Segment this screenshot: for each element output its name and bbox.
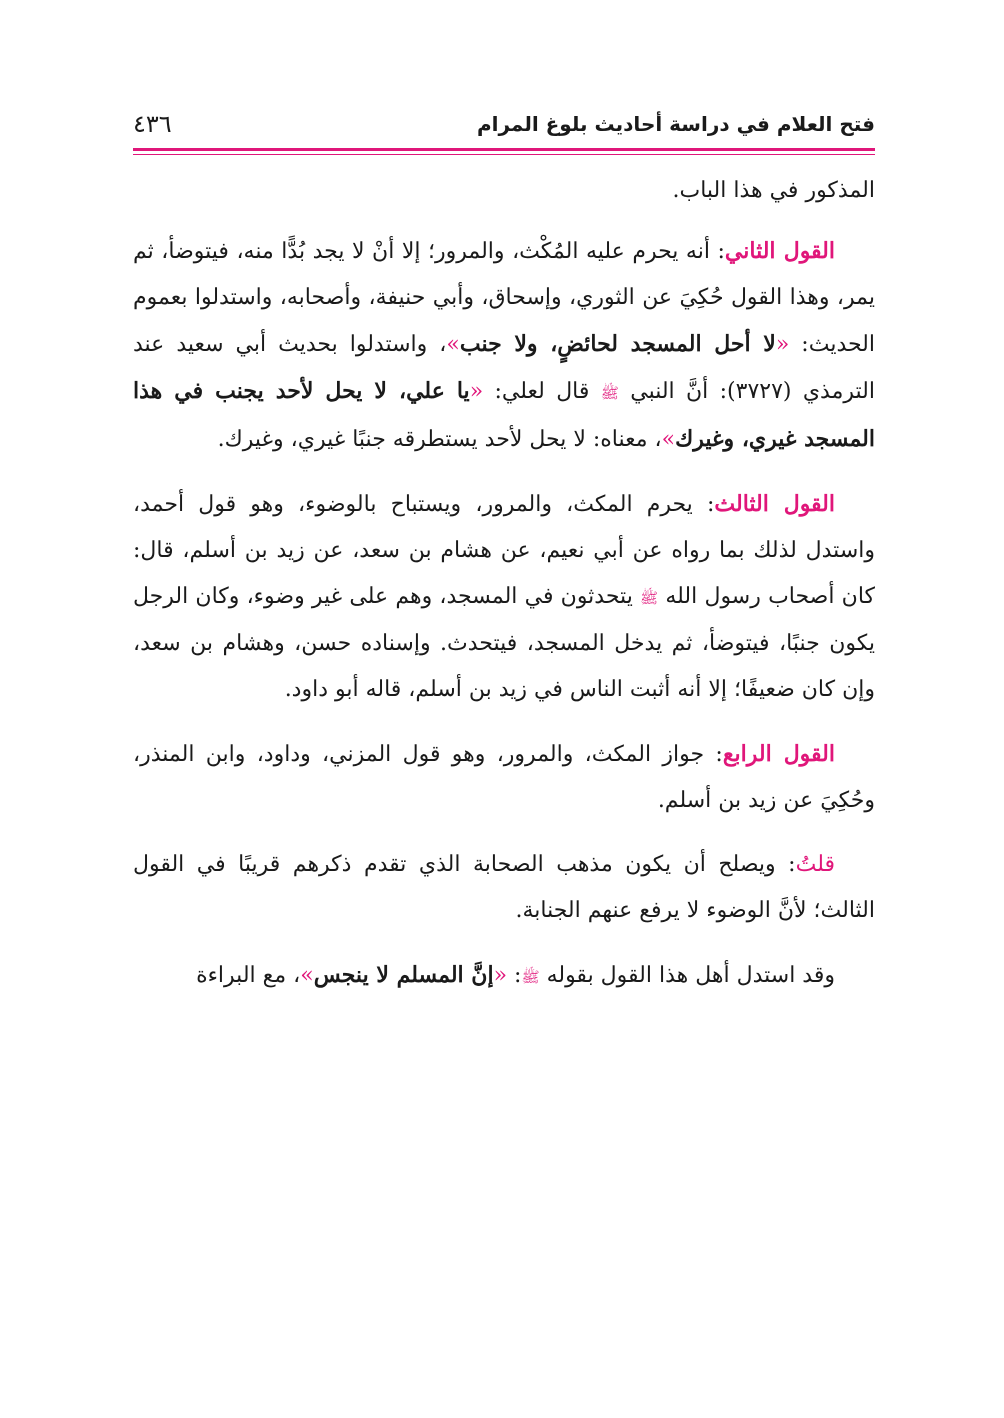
salutation-glyph: ﷺ xyxy=(600,384,619,402)
paragraph-text: : يحرم المكث، والمرور، ويستباح بالوضوء، وهو قول أحمد، واستدل لذلك بما رواه عن أبي نعيم، عن هشام بن سعد، عن زيد بن أسلم، قال: كان أصحاب رسول الله xyxy=(133,492,876,609)
running-title: فتح العلام في دراسة أحاديث بلوغ المرام xyxy=(476,112,875,136)
paragraph-text: : xyxy=(507,963,522,988)
hadith-text: يا علي، لا يحل لأحد يجنب في هذا المسجد غيري، وغيرك xyxy=(133,378,875,452)
salutation-glyph: ﷺ xyxy=(521,968,540,986)
paragraph-text: : جواز المكث، والمرور، وهو قول المزني، وداود، وابن المنذر، وحُكِيَ عن زيد بن أسلم. xyxy=(133,742,875,813)
quote-open: « xyxy=(775,332,790,357)
quote-open: « xyxy=(469,379,484,404)
paragraph-author-note xyxy=(133,842,875,934)
quote-close: » xyxy=(300,963,314,988)
paragraph-text: ، واستدلوا بحديث أبي سعيد عند الترمذي (٣٧٢٧): أنَّ النبي xyxy=(133,332,875,404)
paragraph-continuation: المذكور في هذا الباب. xyxy=(672,178,875,203)
quote-close: » xyxy=(661,427,676,452)
page-header xyxy=(133,110,875,148)
paragraph-text: : أنه يحرم عليه المُكْث، والمرور؛ إلا أنْ لا يجد بُدًّا منه، فيتوضأ، ثم يمر، وهذا القول حُكِيَ عن الثوري، وإسحاق، وأبي حنيفة، وأصحابه، واستدلوا بعموم الحديث: xyxy=(133,239,876,357)
page-body xyxy=(133,168,875,1018)
paragraph-text: وقد استدل أهل هذا القول بقوله xyxy=(539,963,835,988)
header-rule-thick xyxy=(133,148,875,151)
paragraph-text: ، معناه: لا يحل لأحد يستطرقه جنبًا غيري، وغيرك. xyxy=(217,427,662,452)
paragraph-fourth-opinion xyxy=(133,731,875,824)
hadith-text: إنَّ المسلم لا ينجس xyxy=(313,962,494,988)
paragraph-text: ، مع البراءة xyxy=(196,963,301,988)
paragraph-third-opinion xyxy=(133,481,875,713)
opinion-label: القول الرابع xyxy=(722,741,835,767)
quote-open: « xyxy=(493,963,508,988)
hadith-text: لا أحل المسجد لحائضٍ، ولا جنب xyxy=(459,331,776,357)
page-number: ٤٣٦ xyxy=(133,110,172,138)
quote-close: » xyxy=(446,332,460,357)
author-note-label: قلتُ xyxy=(795,852,835,877)
salutation-glyph: ﷺ xyxy=(640,589,659,607)
paragraph-text: : ويصلح أن يكون مذهب الصحابة الذي تقدم ذكرهم قريبًا في القول الثالث؛ لأنَّ الوضوء لا يرفع عنهم الجنابة. xyxy=(133,852,875,923)
opinion-label: القول الثالث xyxy=(714,491,836,517)
paragraph-evidence xyxy=(133,952,875,1000)
paragraph-second-opinion xyxy=(133,228,875,463)
opinion-label: القول الثاني xyxy=(724,238,836,264)
header-rule-thin xyxy=(133,154,875,155)
paragraph-text: يتحدثون في المسجد، وهم على غير وضوء، وكان الرجل يكون جنبًا، فيتوضأ، ثم يدخل المسجد، فيتحدث. وإسناده حسن، وهشام بن سعد، وإن كان ضعيفًا؛ إلا أنه أثبت الناس في زيد بن أسلم، قاله أبو داود. xyxy=(133,584,875,702)
paragraph-text: قال لعلي: xyxy=(483,379,601,404)
